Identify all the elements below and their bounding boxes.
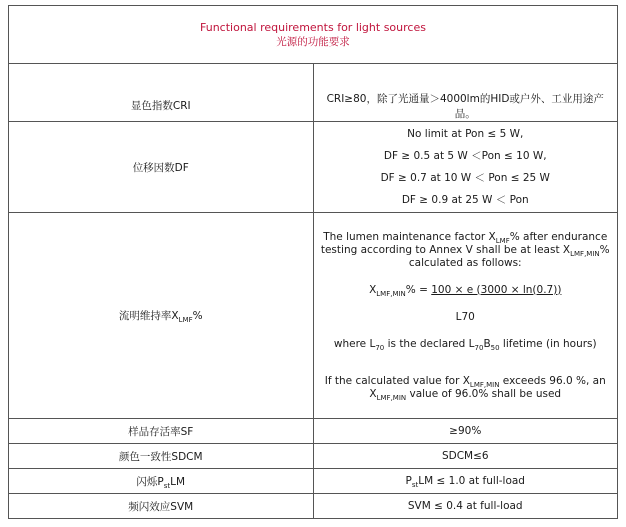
if-sub1: LMF,MIN [469,380,500,389]
lumen-cap-rule [318,375,614,401]
where-d: lifetime (in hours) [499,337,597,350]
cri-value: CRI≥80，除了光通量＞4000lm的HID或户外、工业用途产品。 [313,64,618,122]
lumen-intro-c: % calculated as follows: [408,243,610,269]
lumen-label [9,213,314,419]
lumen-label-text: 流明维持率X [118,310,179,322]
lumen-intro-a: The lumen maintenance factor X [323,230,496,243]
cri-label: 显色指数CRI [9,64,314,122]
formula-eq: % = [405,283,432,296]
formula-denominator: L70 [455,310,475,323]
lumen-intro [318,231,614,270]
svm-label: 频闪效应SVM [9,494,314,519]
flicker-value-sub: st [411,481,419,490]
where-sub3: 50 [490,343,500,352]
table-header [9,6,618,64]
flicker-value-rest: LM ≤ 1.0 at full-load [418,475,525,487]
formula-x: X [369,283,377,296]
table-row-sf [9,419,618,444]
lumen-formula [318,284,614,297]
header-row [9,6,618,64]
if-c: value of 96.0% shall be used [406,387,562,400]
lumen-intro-sub2: LMF,MIN [570,249,600,258]
if-a: If the calculated value for X [324,374,470,387]
lumen-where [318,338,614,351]
svm-value: SVM ≤ 0.4 at full-load [313,494,618,519]
requirements-table [8,5,618,519]
table-row-cri [9,64,618,122]
df-line: DF ≥ 0.5 at 5 W ＜Pon ≤ 10 W, [383,150,547,162]
flicker-value [313,469,618,494]
df-line: No limit at Pon ≤ 5 W, [407,128,524,140]
df-line: DF ≥ 0.7 at 10 W ＜ Pon ≤ 25 W [380,172,550,184]
header-title-zh: 光源的功能要求 [276,35,350,48]
df-values [313,122,618,213]
where-c: B [483,337,491,350]
requirements-sheet [8,5,618,521]
table-row-svm [9,494,618,519]
formula-numerator: 100 × e (3000 × ln(0.7)) [431,283,562,296]
lumen-value [313,213,618,419]
flicker-label-suffix: LM [170,475,186,488]
header-title-en: Functional requirements for light sources [200,20,426,34]
formula-sub: LMF,MIN [376,289,406,298]
where-sub2: 70 [474,343,484,352]
df-line: DF ≥ 0.9 at 25 W ＜ Pon [401,194,529,206]
table-row-flicker [9,469,618,494]
sdcm-value: SDCM≤6 [313,444,618,469]
lumen-label-sub: LMF [178,316,193,325]
lumen-intro-b: % after endurance testing according to Annex V shall be at least X [320,230,608,256]
flicker-label-text: 闪烁P [136,475,164,488]
flicker-label-sub: st [163,481,171,490]
where-a: where L [333,337,376,350]
if-sub2: LMF,MIN [376,393,407,402]
sf-label: 样品存活率SF [9,419,314,444]
sdcm-label: 颜色一致性SDCM [9,444,314,469]
sf-value: ≥90% [313,419,618,444]
lumen-label-suffix: % [192,310,203,322]
flicker-value-p: P [405,475,412,487]
where-sub1: 70 [375,343,385,352]
table-row-df [9,122,618,213]
table-row-lumen-maintenance [9,213,618,419]
flicker-label [9,469,314,494]
table-row-sdcm [9,444,618,469]
if-b: exceeds 96.0 %, an X [369,374,606,400]
lumen-intro-sub: LMF [495,236,510,245]
df-label: 位移因数DF [9,122,314,213]
where-b: is the declared L [384,337,475,350]
